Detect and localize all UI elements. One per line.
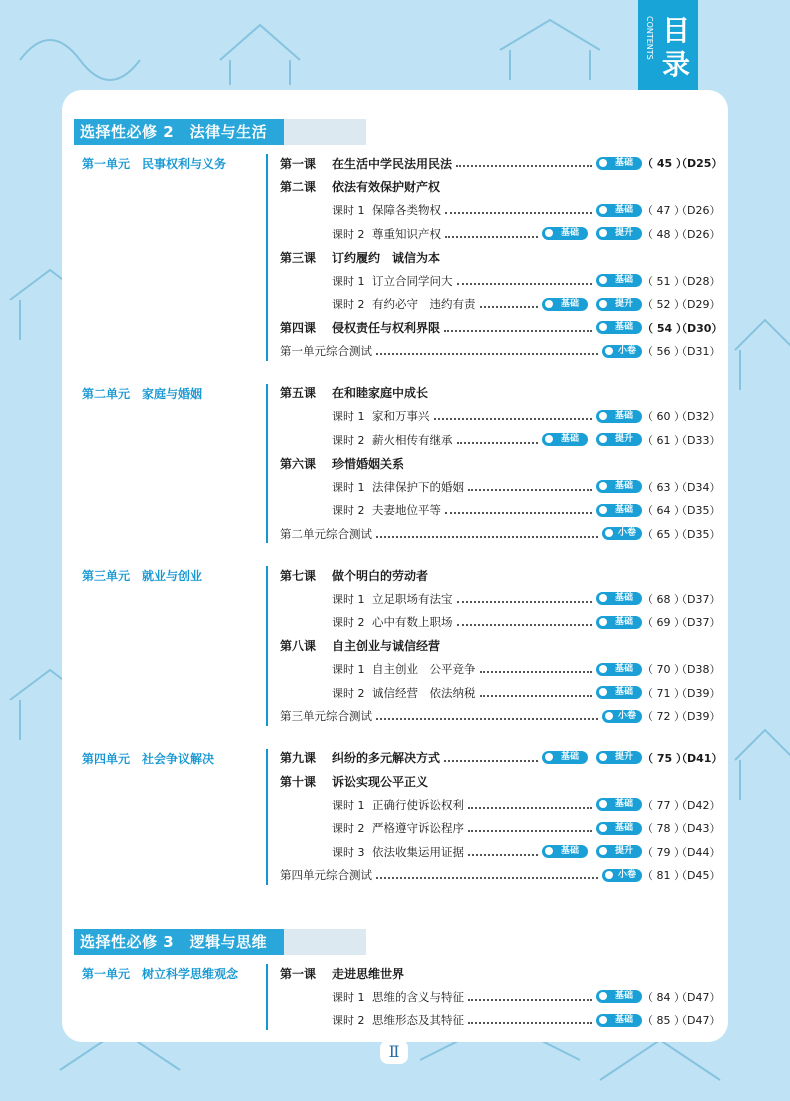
answer-ref: （D34）	[676, 480, 721, 494]
basic-badge[interactable]: 基础	[542, 433, 588, 446]
basic-badge[interactable]: 基础	[596, 274, 642, 287]
advance-badge[interactable]: 提升	[596, 845, 642, 858]
entry-title: 法律保护下的婚姻	[372, 479, 464, 494]
leader-dots	[468, 848, 538, 856]
basic-badge[interactable]: 基础	[596, 663, 642, 676]
entry-title: 心中有数上职场	[372, 615, 453, 629]
unit-label: 第一单元 树立科学思维观念	[82, 967, 239, 981]
leader-dots	[444, 324, 592, 332]
answer-ref: （D35）	[676, 527, 721, 541]
leader-dots	[376, 347, 598, 355]
basic-badge[interactable]: 基础	[596, 822, 642, 835]
entry-title: 依法有效保护财产权	[332, 180, 441, 194]
entry-title: 薪火相传有继承	[372, 432, 453, 447]
unit-label: 第四单元 社会争议解决	[82, 751, 215, 766]
entry-title: 在生活中学民法用民法	[332, 156, 453, 171]
answer-ref: （D42）	[676, 798, 721, 812]
lesson-period-number: 课时 1	[332, 410, 365, 423]
page-ref: （ 51 ）	[642, 274, 685, 288]
entry-title: 侵权责任与权利界限	[332, 321, 441, 335]
test-badge[interactable]: 小卷	[602, 869, 642, 882]
lesson-period-number: 课时 1	[332, 663, 365, 676]
toc-entry[interactable]	[280, 749, 723, 767]
answer-ref: （D28）	[676, 274, 721, 288]
basic-badge[interactable]: 基础	[596, 616, 642, 629]
lesson-period-number: 课时 2	[332, 1014, 365, 1027]
basic-badge[interactable]: 基础	[596, 157, 642, 170]
page-ref: （ 70 ）	[642, 663, 685, 676]
lesson-period-number: 课时 2	[332, 298, 365, 311]
basic-badge[interactable]: 基础	[596, 480, 642, 493]
toc-entry[interactable]	[280, 201, 721, 219]
advance-badge[interactable]: 提升	[596, 751, 642, 764]
leader-dots	[468, 801, 592, 809]
entry-title: 做个明白的劳动者	[332, 568, 429, 583]
leader-dots	[480, 689, 593, 697]
entry-title: 夫妻地位平等	[372, 503, 441, 517]
leader-dots	[444, 754, 538, 762]
entry-title: 思维的含义与特征	[372, 989, 464, 1004]
leader-dots	[468, 824, 592, 832]
lesson-period-number: 课时 2	[332, 616, 365, 629]
basic-badge[interactable]: 基础	[596, 321, 642, 334]
leader-dots	[376, 530, 598, 538]
toc-entry[interactable]	[280, 796, 721, 814]
basic-badge[interactable]: 基础	[542, 298, 588, 311]
toc-entry[interactable]	[280, 1011, 721, 1029]
entry-title: 纠纷的多元解决方式	[332, 751, 441, 765]
toc-entry[interactable]	[280, 154, 723, 172]
page-ref: （ 72 ）	[642, 710, 685, 723]
toc-entry[interactable]	[280, 772, 716, 790]
page-ref: （ 65 ）	[642, 527, 685, 541]
toc-entry[interactable]	[280, 819, 721, 837]
basic-badge[interactable]: 基础	[596, 1014, 642, 1027]
leader-dots	[480, 665, 593, 673]
advance-badge[interactable]: 提升	[596, 433, 642, 446]
answer-ref: （D32）	[676, 410, 721, 423]
toc-entry[interactable]	[280, 407, 721, 425]
answer-ref: （D37）	[676, 616, 721, 629]
toc-entry[interactable]	[280, 225, 721, 243]
toc-entry[interactable]	[280, 248, 716, 266]
page-ref: （ 78 ）	[642, 822, 685, 835]
lesson-period-number: 课时 1	[332, 480, 365, 494]
leader-dots	[434, 412, 593, 420]
unit-label: 第二单元 家庭与婚姻	[82, 386, 203, 401]
basic-badge[interactable]: 基础	[542, 227, 588, 240]
lesson-number: 第六课	[280, 456, 317, 471]
toc-entry[interactable]	[280, 501, 721, 519]
answer-ref: （D45）	[676, 869, 721, 882]
lesson-number: 第十课	[280, 774, 317, 789]
answer-ref: （D41）	[676, 751, 723, 765]
toc-entry[interactable]	[280, 566, 716, 584]
unit-test-title: 第三单元综合测试	[280, 709, 372, 723]
toc-entry[interactable]	[280, 431, 721, 449]
toc-entry[interactable]	[280, 525, 721, 543]
test-badge[interactable]: 小卷	[602, 710, 642, 723]
answer-ref: （D33）	[676, 433, 721, 447]
answer-ref: （D25）	[676, 157, 723, 170]
unit-test-title: 第一单元综合测试	[280, 344, 372, 358]
unit-label: 第一单元 民事权利与义务	[82, 157, 227, 171]
toc-entry[interactable]	[280, 866, 721, 884]
lesson-number: 第二课	[280, 180, 317, 194]
answer-ref: （D39）	[676, 686, 721, 700]
toc-entry[interactable]	[280, 660, 721, 678]
lesson-number: 第四课	[280, 321, 317, 335]
basic-badge[interactable]: 基础	[542, 845, 588, 858]
page-ref: （ 68 ）	[642, 592, 685, 606]
unit-divider-line	[266, 566, 268, 726]
answer-ref: （D47）	[676, 1014, 721, 1027]
basic-badge[interactable]: 基础	[596, 504, 642, 517]
page-ref: （ 64 ）	[642, 504, 685, 517]
entry-title: 订约履约 诚信为本	[332, 250, 441, 265]
leader-dots	[457, 595, 593, 603]
leader-dots	[457, 436, 539, 444]
lesson-number: 第一课	[280, 966, 317, 981]
page-ref: （ 61 ）	[642, 433, 685, 447]
page-ref: （ 85 ）	[642, 1014, 685, 1027]
toc-entry[interactable]	[280, 384, 716, 402]
unit-divider-line	[266, 749, 268, 885]
lesson-period-number: 课时 1	[332, 274, 365, 288]
answer-ref: （D37）	[676, 592, 721, 606]
entry-title: 立足职场有法宝	[372, 591, 453, 606]
page-ref: （ 47 ）	[642, 204, 685, 217]
toc-entry[interactable]	[280, 319, 723, 337]
entry-title: 正确行使诉讼权利	[372, 797, 464, 812]
page-number: Ⅱ	[380, 1040, 408, 1064]
leader-dots	[445, 206, 592, 214]
entry-title: 诉讼实现公平正义	[332, 774, 429, 789]
lesson-number: 第九课	[280, 751, 317, 765]
toc-entry[interactable]	[280, 613, 721, 631]
answer-ref: （D38）	[676, 663, 721, 676]
section-header: 选择性必修 3 逻辑与思维	[74, 929, 366, 955]
lesson-period-number: 课时 1	[332, 798, 365, 812]
advance-badge[interactable]: 提升	[596, 298, 642, 311]
answer-ref: （D43）	[676, 822, 721, 835]
toc-card	[62, 90, 728, 1042]
lesson-number: 第八课	[280, 639, 317, 653]
page-ref: （ 69 ）	[642, 616, 685, 629]
answer-ref: （D44）	[676, 845, 721, 859]
leader-dots	[445, 230, 538, 238]
answer-ref: （D35）	[676, 504, 721, 517]
toc-entry[interactable]	[280, 454, 716, 472]
leader-dots	[468, 1016, 592, 1024]
leader-dots	[468, 993, 592, 1001]
answer-ref: （D29）	[676, 298, 721, 311]
test-badge[interactable]: 小卷	[602, 527, 642, 540]
entry-title: 保障各类物权	[372, 203, 441, 217]
page-ref: （ 56 ）	[642, 345, 685, 358]
basic-badge[interactable]: 基础	[596, 990, 642, 1003]
page-ref: （ 48 ）	[642, 227, 685, 241]
toc-entry[interactable]	[280, 637, 716, 655]
unit-test-title: 第二单元综合测试	[280, 526, 372, 541]
toc-entry[interactable]	[280, 988, 721, 1006]
answer-ref: （D31）	[676, 345, 721, 358]
leader-dots	[457, 618, 593, 626]
toc-entry[interactable]	[280, 272, 721, 290]
entry-title: 订立合同学问大	[372, 273, 453, 288]
answer-ref: （D47）	[676, 990, 721, 1004]
leader-dots	[445, 506, 592, 514]
entry-title: 严格遵守诉讼程序	[372, 821, 464, 835]
leader-dots	[480, 300, 539, 308]
basic-badge[interactable]: 基础	[596, 410, 642, 423]
entry-title: 依法收集运用证据	[372, 844, 464, 859]
entry-title: 诚信经营 依法纳税	[372, 685, 476, 700]
leader-dots	[456, 159, 592, 167]
page-ref: （ 60 ）	[642, 410, 685, 423]
entry-title: 尊重知识产权	[372, 226, 441, 241]
unit-divider-line	[266, 154, 268, 361]
unit-divider-line	[266, 964, 268, 1030]
page-ref: （ 63 ）	[642, 480, 685, 494]
toc-entry[interactable]	[280, 342, 721, 360]
lesson-period-number: 课时 2	[332, 504, 365, 517]
lesson-period-number: 课时 1	[332, 204, 365, 217]
page-ref: （ 45 ）	[642, 157, 687, 170]
toc-entry[interactable]	[280, 590, 721, 608]
contents-tag	[638, 0, 698, 102]
lesson-period-number: 课时 3	[332, 845, 365, 859]
section-header: 选择性必修 2 法律与生活	[74, 119, 366, 145]
leader-dots	[376, 871, 598, 879]
basic-badge[interactable]: 基础	[596, 686, 642, 699]
lesson-number: 第五课	[280, 386, 317, 400]
toc-entry[interactable]	[280, 684, 721, 702]
answer-ref: （D26）	[676, 227, 721, 241]
toc-entry[interactable]	[280, 843, 721, 861]
toc-entry[interactable]	[280, 295, 721, 313]
lesson-period-number: 课时 2	[332, 433, 365, 447]
entry-title: 自主创业 公平竞争	[372, 662, 476, 676]
lesson-number: 第三课	[280, 250, 317, 265]
unit-test-title: 第四单元综合测试	[280, 868, 372, 882]
unit-divider-line	[266, 384, 268, 544]
lesson-period-number: 课时 2	[332, 686, 365, 700]
lesson-period-number: 课时 2	[332, 822, 365, 835]
lesson-period-number: 课时 1	[332, 592, 365, 606]
leader-dots	[468, 483, 592, 491]
toc-entry[interactable]	[280, 178, 716, 196]
entry-title: 思维形态及其特征	[372, 1013, 464, 1027]
contents-subtitle: CONTENTS	[645, 16, 654, 60]
entry-title: 走进思维世界	[332, 966, 405, 981]
entry-title: 有约必守 违约有责	[372, 297, 476, 311]
toc-entry[interactable]	[280, 478, 721, 496]
advance-badge[interactable]: 提升	[596, 227, 642, 240]
entry-title: 在和睦家庭中成长	[332, 386, 429, 400]
test-badge[interactable]: 小卷	[602, 345, 642, 358]
page-ref: （ 54 ）	[642, 321, 687, 335]
unit-label: 第三单元 就业与创业	[82, 569, 203, 583]
toc-entry[interactable]	[280, 964, 716, 982]
page-ref: （ 84 ）	[642, 990, 685, 1004]
entry-title: 自主创业与诚信经营	[332, 639, 441, 653]
page-ref: （ 52 ）	[642, 298, 685, 311]
answer-ref: （D30）	[676, 321, 723, 335]
basic-badge[interactable]: 基础	[596, 592, 642, 605]
answer-ref: （D26）	[676, 204, 721, 217]
answer-ref: （D39）	[676, 710, 721, 723]
page-ref: （ 77 ）	[642, 798, 685, 812]
lesson-period-number: 课时 2	[332, 227, 365, 241]
contents-title: 目录	[661, 14, 690, 81]
entry-title: 家和万事兴	[372, 409, 430, 423]
page-ref: （ 71 ）	[642, 686, 685, 700]
page-ref: （ 75 ）	[642, 751, 687, 765]
basic-badge[interactable]: 基础	[542, 751, 588, 764]
page-ref: （ 81 ）	[642, 869, 685, 882]
entry-title: 珍惜婚姻关系	[332, 456, 405, 471]
lesson-number: 第一课	[280, 156, 317, 171]
leader-dots	[376, 712, 598, 720]
page-ref: （ 79 ）	[642, 845, 685, 859]
leader-dots	[457, 277, 593, 285]
toc-entry[interactable]	[280, 707, 721, 725]
lesson-number: 第七课	[280, 568, 317, 583]
basic-badge[interactable]: 基础	[596, 798, 642, 811]
lesson-period-number: 课时 1	[332, 990, 365, 1004]
basic-badge[interactable]: 基础	[596, 204, 642, 217]
